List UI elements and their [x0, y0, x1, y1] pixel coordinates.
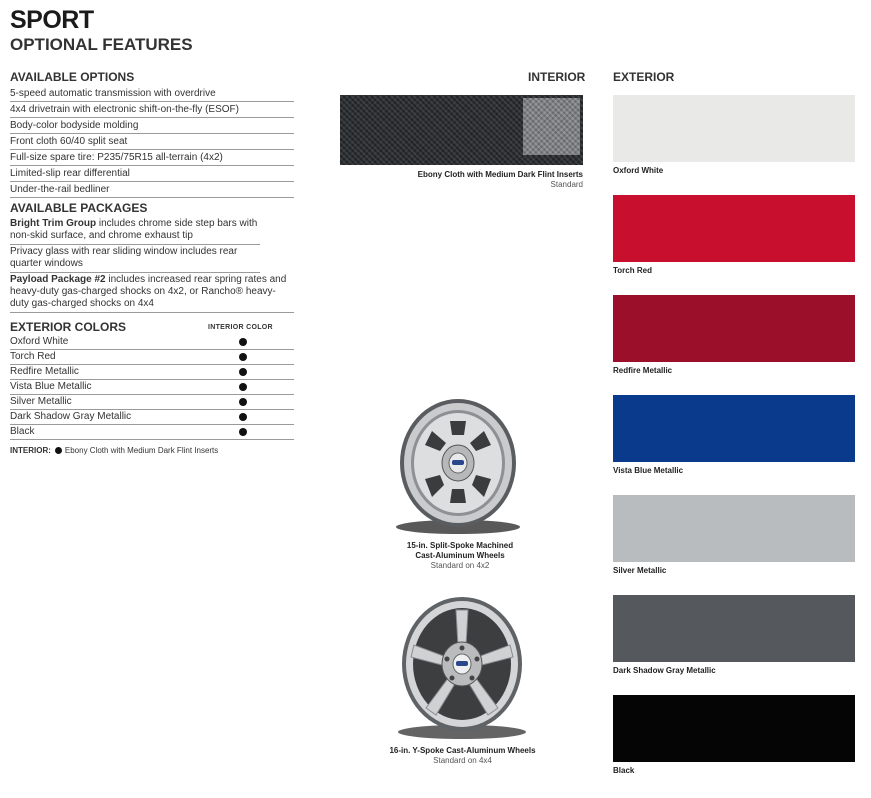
page-title: SPORT — [10, 6, 94, 34]
swatch-label: Silver Metallic — [613, 566, 667, 575]
wheel-16-caption-1: 16-in. Y-Spoke Cast-Aluminum Wheels — [389, 746, 536, 755]
availability-dot-icon — [239, 368, 247, 376]
swatch-label: Dark Shadow Gray Metallic — [613, 666, 716, 675]
package-text: includes chrome side step bars with non-skid surface, and chrome exhaust tip — [10, 218, 258, 241]
swatch-oxford-white — [613, 95, 855, 162]
interior-heading: INTERIOR — [528, 70, 586, 84]
color-name: Vista Blue Metallic — [10, 381, 92, 392]
availability-dot-icon — [239, 338, 247, 346]
list-item: Under-the-rail bedliner — [10, 182, 294, 198]
legend-dot-icon — [55, 447, 62, 454]
exterior-colors-table — [10, 335, 294, 440]
table-row — [10, 425, 294, 440]
wheel-15-note: Standard on 4x2 — [430, 561, 490, 570]
swatch-dark-shadow-gray-metallic — [613, 595, 855, 662]
wheel-16-image — [380, 590, 545, 742]
package-name: Payload Package #2 — [10, 274, 106, 285]
package-text: Privacy glass with rear sliding window includes rear quarter windows — [10, 246, 238, 269]
swatch-redfire-metallic — [613, 295, 855, 362]
table-row — [10, 335, 294, 350]
table-row — [10, 410, 294, 425]
packages-heading: AVAILABLE PACKAGES — [10, 201, 148, 215]
interior-note: Standard — [550, 180, 583, 189]
legend-label: INTERIOR: — [10, 446, 51, 455]
swatch-label: Black — [613, 766, 635, 775]
list-item — [10, 273, 294, 313]
wheel-15-image — [380, 393, 540, 538]
options-heading: AVAILABLE OPTIONS — [10, 70, 135, 84]
wheel-16-note: Standard on 4x4 — [433, 756, 492, 765]
table-row — [10, 365, 294, 380]
interior-legend — [10, 446, 218, 455]
swatch-label: Vista Blue Metallic — [613, 466, 684, 475]
availability-dot-icon — [239, 398, 247, 406]
swatch-black — [613, 695, 855, 762]
swatch-vista-blue-metallic — [613, 395, 855, 462]
swatch-torch-red — [613, 195, 855, 262]
color-name: Redfire Metallic — [10, 366, 79, 377]
table-row — [10, 350, 294, 365]
list-item: Front cloth 60/40 split seat — [10, 134, 294, 150]
table-row — [10, 380, 294, 395]
color-name: Black — [10, 426, 35, 437]
page-subtitle: OPTIONAL FEATURES — [10, 35, 193, 54]
swatch-label: Oxford White — [613, 166, 664, 175]
y-spoke-wheel-icon — [380, 590, 545, 742]
list-item: 5-speed automatic transmission with overdrive — [10, 86, 294, 102]
list-item — [10, 217, 260, 245]
exterior-heading: EXTERIOR — [613, 70, 675, 84]
package-text: includes increased rear spring rates and heavy-duty gas-charged shocks on 4x2, or Rancho® heavy-duty gas-charged shocks on 4x4 — [10, 274, 287, 309]
availability-dot-icon — [239, 383, 247, 391]
swatch-label: Torch Red — [613, 266, 652, 275]
swatch-label: Redfire Metallic — [613, 366, 673, 375]
list-item — [10, 245, 260, 273]
interior-caption: Ebony Cloth with Medium Dark Flint Inserts — [417, 170, 583, 179]
list-item: Limited-slip rear differential — [10, 166, 294, 182]
swatch-silver-metallic — [613, 495, 855, 562]
split-spoke-wheel-icon — [380, 393, 540, 538]
wheel-15-caption-1: 15-in. Split-Spoke Machined — [406, 541, 514, 550]
package-name: Bright Trim Group — [10, 218, 97, 229]
table-row — [10, 395, 294, 410]
availability-dot-icon — [239, 413, 247, 421]
list-item: Body-color bodyside molding — [10, 118, 294, 134]
availability-dot-icon — [239, 428, 247, 436]
color-name: Oxford White — [10, 336, 69, 347]
wheel-15-caption-2: Cast-Aluminum Wheels — [415, 551, 505, 560]
color-name: Torch Red — [10, 351, 56, 362]
interior-insert-swatch — [523, 98, 580, 155]
legend-text: Ebony Cloth with Medium Dark Flint Inserts — [64, 446, 219, 455]
color-name: Dark Shadow Gray Metallic — [10, 411, 132, 422]
color-name: Silver Metallic — [10, 396, 72, 407]
list-item: Full-size spare tire: P235/75R15 all-terrain (4x2) — [10, 150, 294, 166]
exterior-colors-heading: EXTERIOR COLORS — [10, 320, 127, 334]
availability-dot-icon — [239, 353, 247, 361]
packages-list — [10, 217, 294, 313]
options-list — [10, 86, 294, 198]
interior-color-column-heading: INTERIOR COLOR — [208, 324, 273, 331]
list-item: 4x4 drivetrain with electronic shift-on-the-fly (ESOF) — [10, 102, 294, 118]
